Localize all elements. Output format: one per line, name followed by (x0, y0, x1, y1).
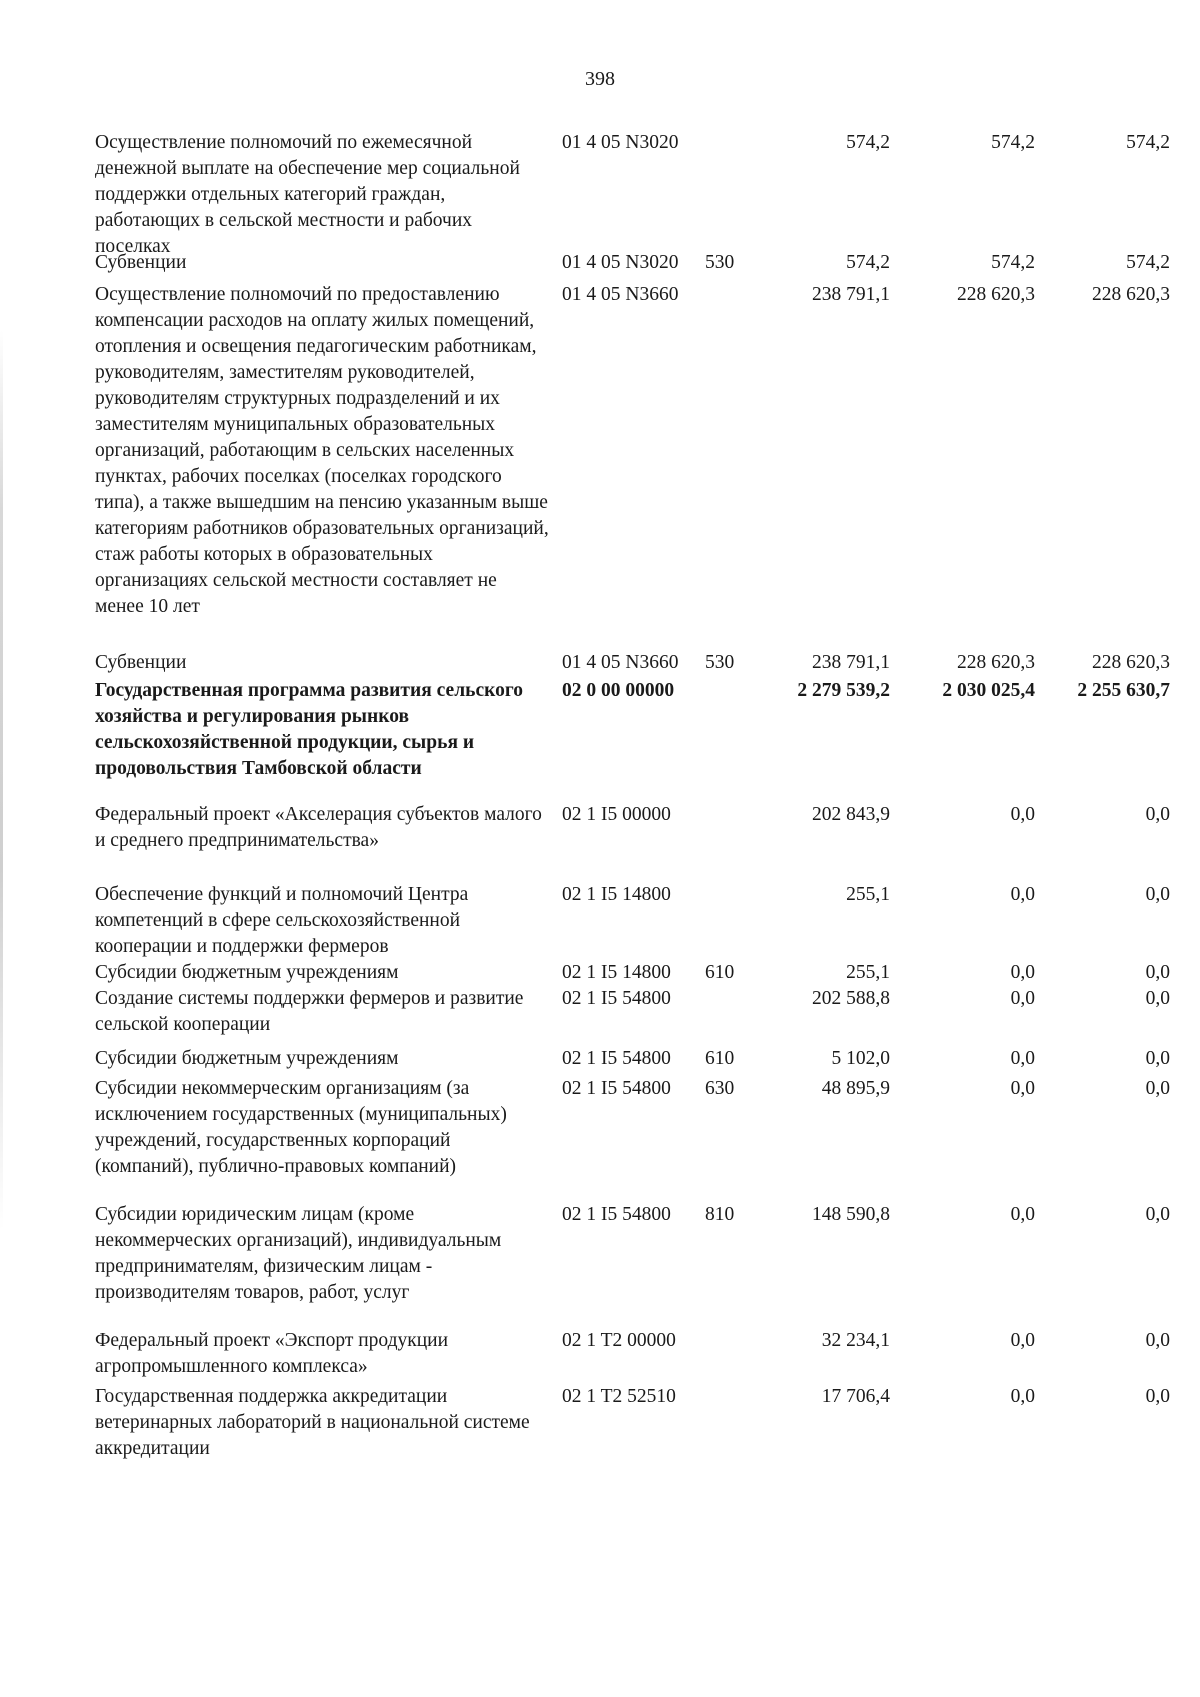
row-target-code: 02 1 I5 00000 (562, 804, 671, 825)
row-amount-year-2: 574,2 (991, 132, 1035, 153)
row-amount-year-2: 574,2 (991, 252, 1035, 273)
table-row (95, 678, 1170, 782)
table-row (95, 1328, 1170, 1380)
row-amount-year-3: 228 620,3 (1092, 652, 1170, 673)
row-amount-year-1: 5 102,0 (831, 1048, 890, 1069)
row-amount-year-2: 0,0 (1010, 1386, 1035, 1407)
row-amount-year-2: 0,0 (1010, 962, 1035, 983)
row-amount-year-2: 0,0 (1010, 1204, 1035, 1225)
row-amount-year-1: 238 791,1 (812, 284, 890, 305)
row-amount-year-1: 202 843,9 (812, 804, 890, 825)
row-amount-year-2: 0,0 (1010, 1078, 1035, 1099)
row-name: Субсидии бюджетным учреждениям (95, 962, 399, 983)
row-amount-year-2: 0,0 (1010, 884, 1035, 905)
table-row (95, 282, 1170, 620)
row-amount-year-2: 228 620,3 (957, 652, 1035, 673)
row-name: Обеспечение функций и полномочий Центра компетенций в сфере сельскохозяйственной кооперации и поддержки фермеров (95, 884, 469, 957)
row-target-code: 01 4 05 N3660 (562, 652, 679, 673)
row-target-code: 02 1 I5 54800 (562, 988, 671, 1009)
row-expense-type: 530 (705, 652, 735, 673)
row-amount-year-3: 0,0 (1145, 1386, 1170, 1407)
row-amount-year-1: 238 791,1 (812, 652, 890, 673)
row-name: Субвенции (95, 652, 187, 673)
row-amount-year-3: 2 255 630,7 (1077, 680, 1170, 701)
row-expense-type: 630 (705, 1078, 735, 1099)
row-amount-year-2: 228 620,3 (957, 284, 1035, 305)
table-row (95, 130, 1170, 260)
table-row (95, 1384, 1170, 1462)
row-target-code: 01 4 05 N3020 (562, 132, 679, 153)
row-amount-year-3: 574,2 (1126, 252, 1170, 273)
row-amount-year-3: 0,0 (1145, 1078, 1170, 1099)
row-target-code: 02 1 I5 54800 (562, 1048, 671, 1069)
table-row (95, 250, 1170, 276)
row-name: Субвенции (95, 252, 187, 273)
row-amount-year-3: 0,0 (1145, 1204, 1170, 1225)
page-number: 398 (585, 68, 615, 90)
row-amount-year-2: 0,0 (1010, 1048, 1035, 1069)
row-expense-type: 610 (705, 962, 735, 983)
row-name: Осуществление полномочий по предоставлению компенсации расходов на оплату жилых помещений, отопления и освещения педагогическим работникам, руководителям, заместителям руководителей, руководителям структурных подразделений и их заместителям муниципальных образовательных организаций, работающим в сельских населенных пунктах, рабочих поселках (поселках городского типа), а также вышедшим на пенсию указанным выше категориям работников образовательных организаций, стаж работы которых в образовательных организациях сельской местности составляет не менее 10 лет (95, 284, 549, 617)
row-amount-year-3: 0,0 (1145, 1330, 1170, 1351)
scan-edge-shadow (0, 330, 3, 1230)
row-amount-year-1: 2 279 539,2 (797, 680, 890, 701)
row-name: Федеральный проект «Экспорт продукции агропромышленного комплекса» (95, 1330, 449, 1377)
row-name: Осуществление полномочий по ежемесячной денежной выплате на обеспечение мер социальной поддержки отдельных категорий граждан, работающих в сельской местности и рабочих поселках (95, 132, 520, 257)
row-amount-year-2: 0,0 (1010, 988, 1035, 1009)
table-row (95, 802, 1170, 854)
table-row (95, 1046, 1170, 1072)
row-amount-year-3: 0,0 (1145, 884, 1170, 905)
table-row (95, 650, 1170, 676)
row-amount-year-1: 574,2 (846, 252, 890, 273)
row-amount-year-1: 202 588,8 (812, 988, 890, 1009)
row-amount-year-3: 228 620,3 (1092, 284, 1170, 305)
row-amount-year-1: 17 706,4 (821, 1386, 890, 1407)
row-target-code: 02 1 T2 52510 (562, 1386, 676, 1407)
row-name: Субсидии юридическим лицам (кроме некоммерческих организаций), индивидуальным предпринимателям, физическим лицам - производителям товаров, работ, услуг (95, 1204, 502, 1303)
row-amount-year-1: 48 895,9 (821, 1078, 890, 1099)
table-row (95, 986, 1170, 1038)
table-row (95, 1076, 1170, 1180)
row-name: Создание системы поддержки фермеров и развитие сельской кооперации (95, 988, 524, 1035)
row-amount-year-1: 255,1 (846, 884, 890, 905)
row-amount-year-1: 32 234,1 (821, 1330, 890, 1351)
row-name: Субсидии некоммерческим организациям (за исключением государственных (муниципальных) учреждений, государственных корпораций (компаний), публично-правовых компаний) (95, 1078, 507, 1177)
row-amount-year-3: 0,0 (1145, 962, 1170, 983)
row-amount-year-3: 0,0 (1145, 988, 1170, 1009)
row-name: Государственная программа развития сельского хозяйства и регулирования рынков сельскохозяйственной продукции, сырья и продовольствия Тамбовской области (95, 680, 523, 779)
row-amount-year-2: 2 030 025,4 (942, 680, 1035, 701)
table-row (95, 1202, 1170, 1306)
row-expense-type: 530 (705, 252, 735, 273)
row-expense-type: 810 (705, 1204, 735, 1225)
row-name: Субсидии бюджетным учреждениям (95, 1048, 399, 1069)
row-target-code: 02 1 T2 00000 (562, 1330, 676, 1351)
row-amount-year-3: 0,0 (1145, 804, 1170, 825)
row-amount-year-3: 0,0 (1145, 1048, 1170, 1069)
row-amount-year-1: 255,1 (846, 962, 890, 983)
row-amount-year-3: 574,2 (1126, 132, 1170, 153)
row-target-code: 02 1 I5 14800 (562, 884, 671, 905)
row-target-code: 02 0 00 00000 (562, 680, 675, 701)
row-amount-year-1: 148 590,8 (812, 1204, 890, 1225)
row-name: Федеральный проект «Акселерация субъектов малого и среднего предпринимательства» (95, 804, 542, 851)
row-target-code: 01 4 05 N3020 (562, 252, 679, 273)
row-name: Государственная поддержка аккредитации ветеринарных лабораторий в национальной системе аккредитации (95, 1386, 530, 1459)
row-amount-year-2: 0,0 (1010, 804, 1035, 825)
row-target-code: 02 1 I5 54800 (562, 1078, 671, 1099)
row-amount-year-1: 574,2 (846, 132, 890, 153)
table-row (95, 882, 1170, 960)
row-target-code: 01 4 05 N3660 (562, 284, 679, 305)
row-expense-type: 610 (705, 1048, 735, 1069)
row-target-code: 02 1 I5 54800 (562, 1204, 671, 1225)
table-row (95, 960, 1170, 986)
row-amount-year-2: 0,0 (1010, 1330, 1035, 1351)
row-target-code: 02 1 I5 14800 (562, 962, 671, 983)
